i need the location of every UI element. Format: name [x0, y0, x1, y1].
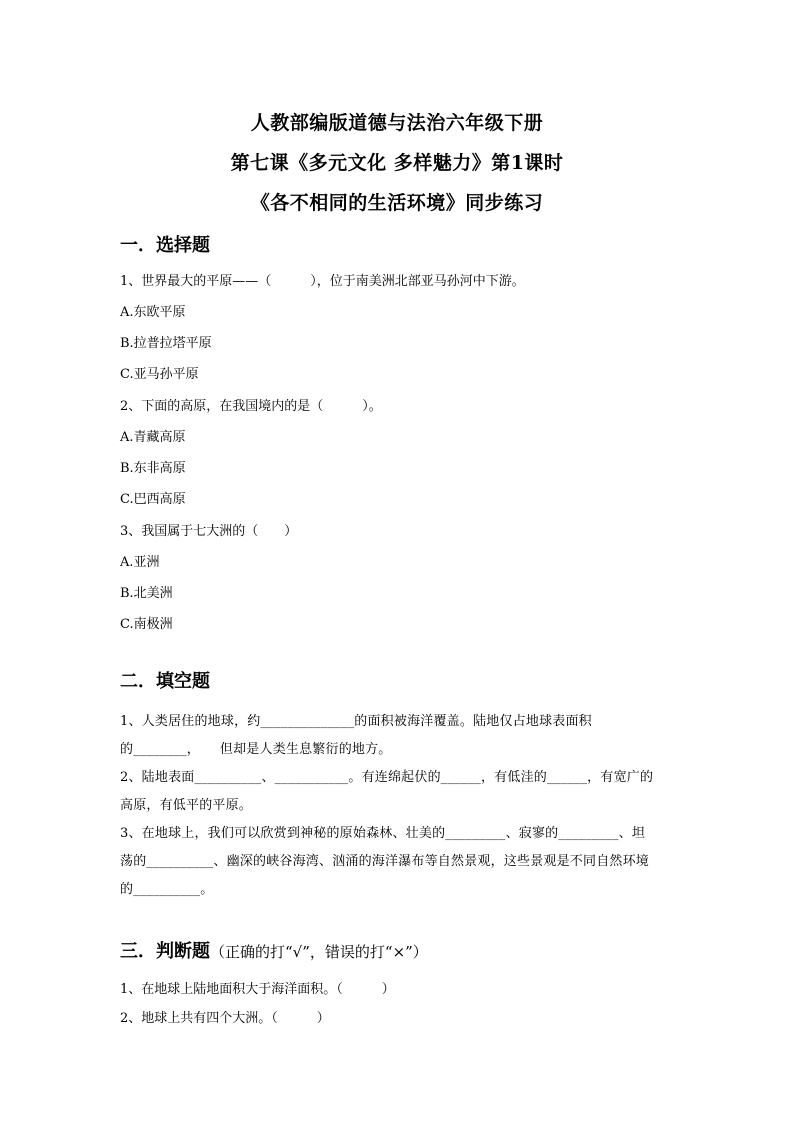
- question-option: A.东欧平原: [120, 305, 186, 320]
- doc-title-line-3: 《各不相同的生活环境》同步练习: [250, 192, 544, 214]
- fill-line: 的________， 但却是人类生息繁衍的地方。: [120, 742, 392, 757]
- question-stem: 1、世界最大的平原——（ ），位于南美洲北部亚马孙河中下游。: [120, 274, 525, 289]
- judge-question: 1、在地球上陆地面积大于海洋面积。（ ）: [120, 982, 395, 997]
- question-stem: 2、下面的高原，在我国境内的是（ ）。: [120, 399, 382, 414]
- fill-line: 高原，有低平的平原。: [120, 798, 253, 813]
- section-heading-judge: [120, 937, 428, 963]
- doc-title-line-1: 人教部编版道德与法治六年级下册: [250, 112, 544, 134]
- question-option: B.东非高原: [120, 461, 186, 476]
- section-heading-judge-title: 三．判断题: [120, 941, 210, 962]
- question-option: C.亚马孙平原: [120, 367, 199, 382]
- fill-line: 荡的__________、幽深的峡谷海湾、汹涌的海洋瀑布等自然景观，这些景观是不同自然环境: [120, 854, 650, 869]
- question-option: B.拉普拉塔平原: [120, 336, 212, 351]
- question-option: C.南极洲: [120, 617, 173, 632]
- section-heading-choice: 一．选择题: [120, 235, 210, 256]
- fill-line: 3、在地球上，我们可以欣赏到神秘的原始森林、壮美的_________、寂寥的_________、坦: [120, 826, 646, 841]
- fill-line: 1、人类居住的地球，约______________的面积被海洋覆盖。陆地仅占地球表面积: [120, 714, 592, 729]
- fill-line: 2、陆地表面__________、___________。有连绵起伏的______，有低洼的______，有宽广的: [120, 770, 654, 785]
- judge-question: 2、地球上共有四个大洲。（ ）: [120, 1011, 330, 1026]
- section-heading-fill: 二．填空题: [120, 671, 210, 692]
- question-stem: 3、我国属于七大洲的（ ）: [120, 524, 298, 539]
- question-option: A.亚洲: [120, 555, 160, 570]
- fill-line: 的__________。: [120, 882, 214, 897]
- question-option: C.巴西高原: [120, 492, 186, 507]
- section-heading-judge-note: （正确的打“√”，错误的打“×”）: [210, 943, 428, 961]
- doc-title-line-2: 第七课《多元文化 多样魅力》第1课时: [230, 152, 564, 174]
- question-option: B.北美洲: [120, 586, 173, 601]
- question-option: A.青藏高原: [120, 430, 186, 445]
